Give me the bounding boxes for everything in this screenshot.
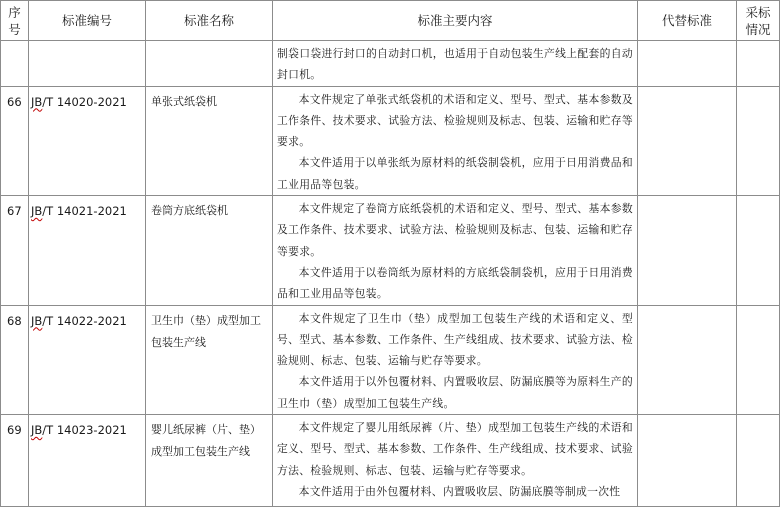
code-num: /T 14020-2021 [42, 94, 127, 109]
cell-content [273, 305, 638, 414]
cell-name: 卫生巾（垫）成型加工包装生产线 [146, 305, 273, 414]
code-num: /T 14021-2021 [42, 204, 127, 219]
content-carryover: 制袋口袋进行封口的自动封口机，也适用于自动包装生产线上配套的自动封口机。 [277, 47, 633, 82]
code-org: JB [31, 94, 43, 109]
header-replace: 代替标准 [638, 1, 737, 41]
cell-name: 卷筒方底纸袋机 [146, 196, 273, 305]
cell-code [29, 196, 146, 305]
table-row-carryover [1, 41, 780, 87]
header-content: 标准主要内容 [273, 1, 638, 41]
content-application: 本文件适用于以单张纸为原材料的纸袋制袋机，应用于日用消费品和工业用品等包装。 [277, 156, 633, 191]
cell-seq: 68 [1, 305, 29, 414]
header-code: 标准编号 [29, 1, 146, 41]
header-seq [1, 1, 29, 41]
header-adopt [737, 1, 780, 41]
code-org: JB [31, 423, 43, 438]
cell-replace [638, 305, 737, 414]
cell-adopt [737, 41, 780, 87]
cell-content [273, 86, 638, 195]
cell-code [29, 41, 146, 87]
cell-name: 单张式纸袋机 [146, 86, 273, 195]
cell-name [146, 41, 273, 87]
code-org: JB [31, 313, 43, 328]
cell-seq: 69 [1, 415, 29, 507]
code-num: /T 14023-2021 [42, 423, 127, 438]
table-header-row [1, 1, 780, 41]
cell-adopt [737, 305, 780, 414]
content-application: 本文件适用于由外包覆材料、内置吸收层、防漏底膜等制成一次性 [298, 484, 621, 498]
cell-code [29, 86, 146, 195]
content-scope: 本文件规定了单张式纸袋机的术语和定义、型号、型式、基本参数及工作条件、技术要求、试验方法、检验规则及标志、包装、运输和贮存等要求。 [277, 92, 633, 149]
cell-code [29, 305, 146, 414]
table-row [1, 196, 780, 305]
cell-code [29, 415, 146, 507]
cell-replace [638, 86, 737, 195]
table-row [1, 415, 780, 507]
cell-adopt [737, 196, 780, 305]
cell-replace [638, 415, 737, 507]
header-name: 标准名称 [146, 1, 273, 41]
cell-adopt [737, 415, 780, 507]
code-num: /T 14022-2021 [42, 313, 127, 328]
content-application: 本文件适用于以卷筒纸为原材料的方底纸袋制袋机，应用于日用消费品和工业用品等包装。 [277, 265, 633, 301]
cell-name: 婴儿纸尿裤（片、垫）成型加工包装生产线 [146, 415, 273, 507]
cell-seq: 66 [1, 86, 29, 195]
cell-replace [638, 41, 737, 87]
content-scope: 本文件规定了卷筒方底纸袋机的术语和定义、型号、型式、基本参数及工作条件、技术要求、试验方法、检验规则及标志、包装、运输和贮存等要求。 [277, 202, 633, 258]
header-adopt-text: 采标情况 [745, 4, 771, 37]
cell-seq: 67 [1, 196, 29, 305]
table-row [1, 305, 780, 414]
cell-seq [1, 41, 29, 87]
header-seq-text: 序号 [8, 4, 21, 37]
cell-replace [638, 196, 737, 305]
cell-adopt [737, 86, 780, 195]
content-application: 本文件适用于以外包覆材料、内置吸收层、防漏底膜等为原料生产的卫生巾（垫）成型加工包装生产线。 [277, 375, 633, 410]
content-scope: 本文件规定了婴儿用纸尿裤（片、垫）成型加工包装生产线的术语和定义、型号、型式、基本参数、工作条件、生产线组成、技术要求、试验方法、检验规则、标志、包装、运输与贮存等要求。 [277, 421, 633, 477]
code-org: JB [31, 204, 43, 219]
cell-content [273, 196, 638, 305]
cell-content [273, 41, 638, 87]
table-row [1, 86, 780, 195]
content-scope: 本文件规定了卫生巾（垫）成型加工包装生产线的术语和定义、型号、型式、基本参数、工作条件、生产线组成、技术要求、试验方法、检验规则、标志、包装、运输与贮存等要求。 [277, 311, 633, 368]
cell-content [273, 415, 638, 507]
